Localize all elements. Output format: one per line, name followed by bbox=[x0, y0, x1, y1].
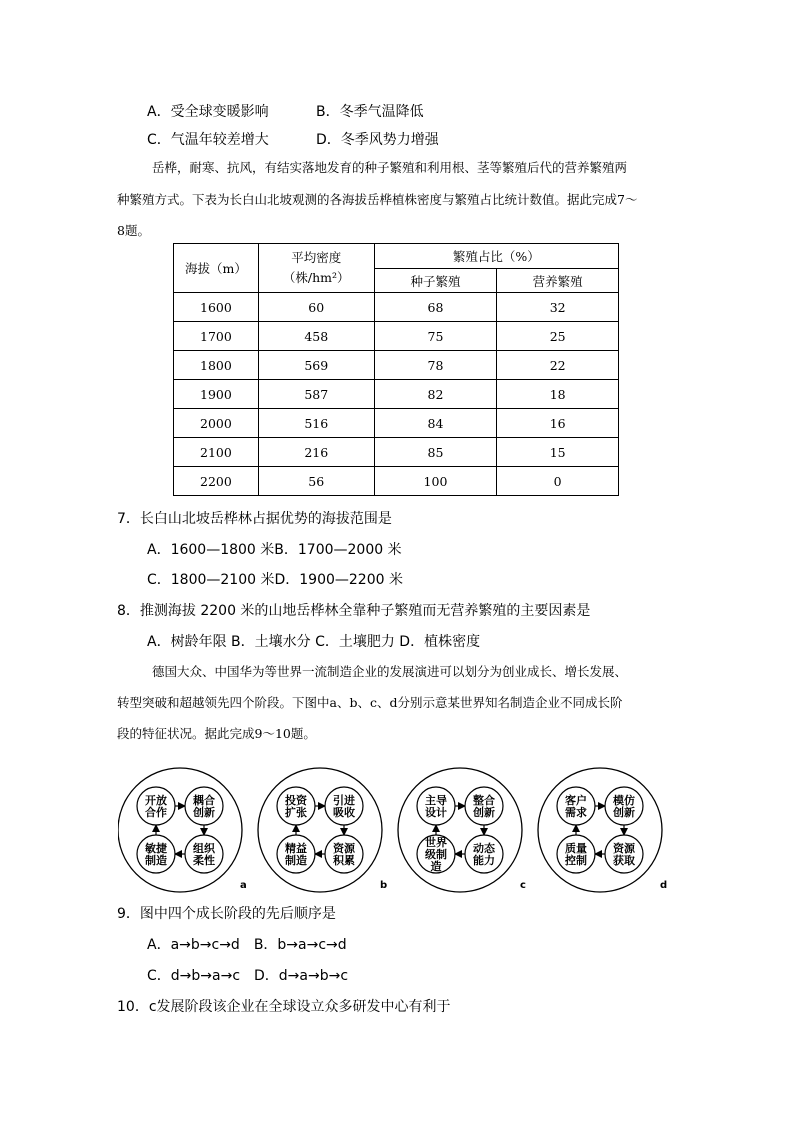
q8-options: A．树龄年限 B．土壤水分 C．土壤肥力 D．植株密度 bbox=[147, 634, 481, 650]
node-label: 组织 bbox=[193, 842, 215, 855]
table-cell: 1600 bbox=[174, 293, 259, 322]
table-cell: 56 bbox=[258, 467, 374, 496]
diagram-c bbox=[398, 768, 526, 892]
diagram-label: a bbox=[240, 880, 247, 891]
outer-circle bbox=[538, 768, 662, 892]
node-label: 耦合 bbox=[193, 794, 215, 807]
node-label: 精益 bbox=[285, 842, 307, 855]
stage-node bbox=[465, 787, 503, 825]
stage-node bbox=[557, 787, 595, 825]
table-cell: 2100 bbox=[174, 438, 259, 467]
q6-option-d: D．冬季风势力增强 bbox=[316, 132, 439, 148]
node-label: 引进 bbox=[333, 794, 355, 807]
header-altitude: 海拔（m） bbox=[174, 244, 259, 293]
table-cell: 516 bbox=[258, 409, 374, 438]
node-label: 动态 bbox=[473, 842, 495, 855]
table-cell: 75 bbox=[374, 322, 497, 351]
header-density-line1: 平均密度 bbox=[291, 250, 342, 265]
passage2-line1: 德国大众、中国华为等世界一流制造企业的发展演进可以划分为创业成长、增长发展、 bbox=[152, 664, 628, 679]
node-label: 扩张 bbox=[285, 806, 307, 819]
stage-node bbox=[605, 835, 643, 873]
q9-options-row2: C．d→b→a→c D．d→a→b→c bbox=[147, 968, 349, 984]
node-label: 吸收 bbox=[333, 806, 355, 819]
table-row bbox=[174, 438, 619, 467]
table-cell: 15 bbox=[497, 438, 619, 467]
outer-circle bbox=[118, 768, 242, 892]
node-label: 创新 bbox=[613, 806, 635, 819]
stage-node bbox=[417, 835, 455, 873]
stage-node bbox=[325, 787, 363, 825]
table-cell: 2000 bbox=[174, 409, 259, 438]
table-cell: 32 bbox=[497, 293, 619, 322]
q7-options-row1: A．1600—1800 米B．1700—2000 米 bbox=[147, 542, 402, 558]
passage1-line3: 8题。 bbox=[117, 223, 150, 238]
header-density bbox=[258, 244, 374, 293]
passage1-line1: 岳桦，耐寒、抗风，有结实落地发育的种子繁殖和利用根、茎等繁殖后代的营养繁殖两 bbox=[152, 160, 628, 175]
node-label: 世界 bbox=[425, 836, 447, 849]
node-label: 合作 bbox=[145, 806, 167, 819]
node-label: 级制 bbox=[425, 848, 447, 861]
table-cell: 25 bbox=[497, 322, 619, 351]
node-label: 控制 bbox=[565, 854, 587, 867]
table-row bbox=[174, 293, 619, 322]
table-cell: 82 bbox=[374, 380, 497, 409]
table-cell: 16 bbox=[497, 409, 619, 438]
stage-node bbox=[557, 835, 595, 873]
diagram-label: d bbox=[660, 880, 668, 891]
node-label: 能力 bbox=[473, 854, 495, 867]
diagram-b bbox=[258, 768, 387, 892]
q9-stem: 9．图中四个成长阶段的先后顺序是 bbox=[117, 906, 336, 922]
stage-node bbox=[605, 787, 643, 825]
table-cell: 22 bbox=[497, 351, 619, 380]
node-label: 柔性 bbox=[193, 854, 215, 867]
stage-node bbox=[325, 835, 363, 873]
node-label: 质量 bbox=[565, 842, 587, 855]
passage1-line2: 种繁殖方式。下表为长白山北坡观测的各海拔岳桦植株密度与繁殖占比统计数值。据此完成7～ bbox=[117, 192, 638, 207]
header-density-line2: （株/hm²） bbox=[282, 270, 350, 285]
table-cell: 1800 bbox=[174, 351, 259, 380]
node-label: 主导 bbox=[425, 794, 447, 807]
table-cell: 216 bbox=[258, 438, 374, 467]
node-label: 获取 bbox=[613, 854, 635, 867]
q7-stem: 7．长白山北坡岳桦林占据优势的海拔范围是 bbox=[117, 511, 392, 527]
table-row bbox=[174, 467, 619, 496]
node-label: 制造 bbox=[145, 854, 167, 867]
diagram-label: c bbox=[520, 880, 526, 891]
node-label: 资源 bbox=[613, 842, 635, 855]
q8-stem: 8．推测海拔 2200 米的山地岳桦林全靠种子繁殖而无营养繁殖的主要因素是 bbox=[117, 603, 591, 619]
diagram-a bbox=[118, 768, 247, 892]
node-label: 设计 bbox=[425, 806, 447, 819]
table-row bbox=[174, 322, 619, 351]
table-cell: 68 bbox=[374, 293, 497, 322]
q6-option-a: A．受全球变暖影响 bbox=[147, 104, 269, 120]
table-cell: 569 bbox=[258, 351, 374, 380]
node-label: 模仿 bbox=[613, 794, 635, 807]
node-label: 资源 bbox=[333, 842, 355, 855]
table-row bbox=[174, 351, 619, 380]
node-label: 客户 bbox=[565, 794, 587, 807]
stage-node bbox=[137, 787, 175, 825]
table-cell: 458 bbox=[258, 322, 374, 351]
table-cell: 18 bbox=[497, 380, 619, 409]
node-label: 需求 bbox=[565, 806, 587, 819]
node-label: 创新 bbox=[193, 806, 215, 819]
stage-node bbox=[277, 787, 315, 825]
node-label: 造 bbox=[430, 860, 442, 873]
stage-node bbox=[277, 835, 315, 873]
header-ratio: 繁殖占比（%） bbox=[374, 244, 618, 269]
passage2-line2: 转型突破和超越领先四个阶段。下图中a、b、c、d分别示意某世界知名制造企业不同成长阶 bbox=[117, 695, 623, 710]
stage-node bbox=[185, 787, 223, 825]
header-vegetative: 营养繁殖 bbox=[497, 269, 619, 293]
stage-node bbox=[185, 835, 223, 873]
node-label: 制造 bbox=[285, 854, 307, 867]
table-cell: 2200 bbox=[174, 467, 259, 496]
table-cell: 60 bbox=[258, 293, 374, 322]
table-cell: 85 bbox=[374, 438, 497, 467]
q9-options-row1: A．a→b→c→d B．b→a→c→d bbox=[147, 937, 347, 953]
table-row bbox=[174, 409, 619, 438]
diagram-label: b bbox=[380, 880, 388, 891]
diagram-d bbox=[538, 768, 667, 892]
stage-node bbox=[137, 835, 175, 873]
header-seed: 种子繁殖 bbox=[374, 269, 497, 293]
node-label: 整合 bbox=[473, 794, 495, 807]
stage-node bbox=[465, 835, 503, 873]
node-label: 开放 bbox=[145, 794, 167, 807]
node-label: 积累 bbox=[333, 854, 355, 867]
growth-stage-diagrams bbox=[118, 765, 688, 895]
stage-node bbox=[417, 787, 455, 825]
table-cell: 84 bbox=[374, 409, 497, 438]
q7-options-row2: C．1800—2100 米D．1900—2200 米 bbox=[147, 572, 403, 588]
table-cell: 100 bbox=[374, 467, 497, 496]
table-cell: 78 bbox=[374, 351, 497, 380]
outer-circle bbox=[258, 768, 382, 892]
q10-stem: 10．c发展阶段该企业在全球设立众多研发中心有利于 bbox=[117, 999, 451, 1015]
outer-circle bbox=[398, 768, 522, 892]
table-cell: 1700 bbox=[174, 322, 259, 351]
q6-option-b: B．冬季气温降低 bbox=[316, 104, 424, 120]
node-label: 创新 bbox=[473, 806, 495, 819]
table-cell: 587 bbox=[258, 380, 374, 409]
table-row bbox=[174, 380, 619, 409]
altitude-table bbox=[173, 243, 619, 496]
node-label: 投资 bbox=[285, 794, 307, 807]
passage2-line3: 段的特征状况。据此完成9～10题。 bbox=[117, 726, 316, 741]
q6-option-c: C．气温年较差增大 bbox=[147, 132, 269, 148]
table-cell: 1900 bbox=[174, 380, 259, 409]
node-label: 敏捷 bbox=[145, 842, 167, 855]
table-cell: 0 bbox=[497, 467, 619, 496]
